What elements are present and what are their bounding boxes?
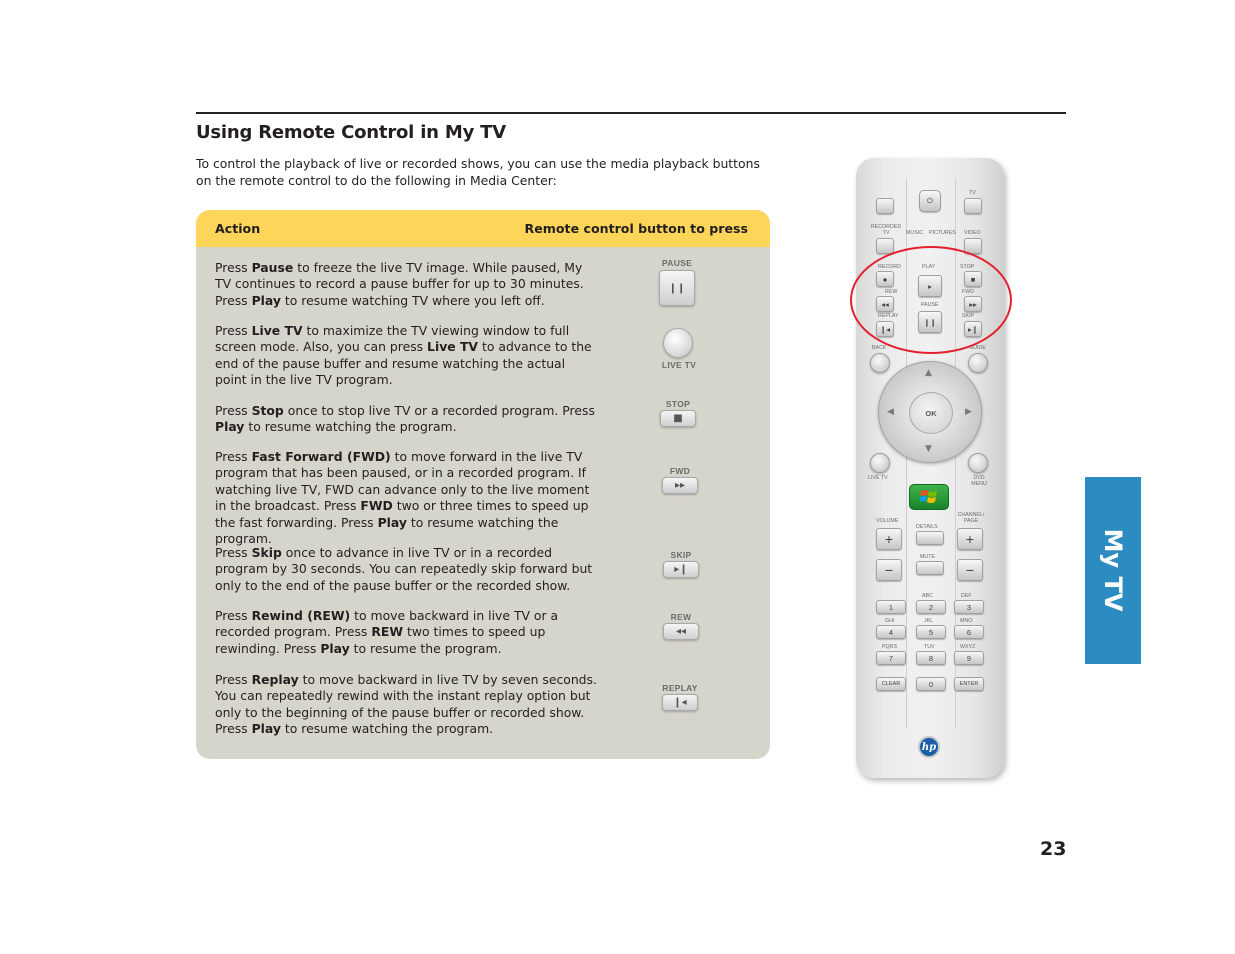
skip-label: SKIP [962, 313, 975, 319]
guide-label: GUIDE [969, 345, 986, 351]
skip-button-label: SKIP [670, 550, 692, 560]
channel-page-label: CHANNEL/ PAGE [957, 512, 985, 524]
bold-term: Live TV [427, 339, 479, 355]
dvd-menu-label: DVD MENU [971, 475, 987, 487]
key-2-letters: ABC [922, 593, 933, 599]
arrow-up-icon: ▲ [925, 368, 932, 378]
navigation-pad [878, 361, 982, 463]
text-run: to resume watching the program. [244, 419, 457, 435]
text-run: two or three times to speed up the fast forwarding. Press [215, 498, 589, 530]
text-run: to resume watching the program. [280, 721, 494, 737]
text-run: Press [215, 260, 252, 275]
volume-label: VOLUME [876, 518, 899, 524]
back-key [870, 353, 890, 373]
key-4: 4 [876, 625, 906, 639]
play-icon: ▸ [918, 275, 942, 297]
channel-up-icon: + [957, 528, 983, 550]
dvd-menu-key [968, 453, 988, 473]
pause-icon: ❙❙ [918, 311, 942, 333]
arrow-left-icon: ◀ [887, 407, 894, 417]
row-stop-text [215, 403, 599, 436]
tv-key [964, 198, 982, 214]
channel-down-icon: − [957, 559, 983, 581]
skip-icon: ▸❙ [964, 321, 982, 337]
key-7-letters: PQRS [882, 644, 898, 650]
fast-forward-icon: ▸▸ [964, 296, 982, 312]
back-label: BACK [872, 345, 887, 351]
music-label: MUSIC [906, 230, 924, 236]
fwd-button-illustration [657, 466, 703, 498]
enter-key: ENTER [954, 677, 984, 691]
rewind-icon: ◂◂ [876, 296, 894, 312]
top-rule [196, 112, 1066, 114]
replay-icon: ❙◂ [662, 694, 698, 711]
row-pause-text [215, 260, 599, 309]
stop-button-illustration [655, 399, 701, 431]
arrow-down-icon: ▼ [925, 444, 932, 454]
stop-label: STOP [960, 264, 975, 270]
section-title: Using Remote Control in My TV [196, 122, 506, 143]
text-run: Press [215, 545, 252, 560]
stop-icon: ■ [660, 410, 696, 427]
bold-term: Play [320, 640, 350, 656]
bold-term: Pause [251, 260, 294, 275]
row-rew-text [215, 608, 599, 657]
bold-term: Play [251, 292, 281, 308]
key-8-letters: TUV [924, 644, 935, 650]
live-tv-label: LIVE TV [868, 475, 888, 481]
text-run: to maximize the TV viewing window to full screen mode. Also, you can press [215, 323, 570, 355]
guide-key [968, 353, 988, 373]
text-run: once to advance in live TV or in a recorded program by 30 seconds. You can repeatedly skip forward but only to the end of the pause buffer or the recorded show. [215, 545, 593, 593]
key-1: 1 [876, 600, 906, 614]
text-run: to freeze the live TV image. While paused, My TV continues to record a pause buffer for up to 30 minutes. Press [215, 260, 584, 308]
tv-label: TV [969, 190, 976, 196]
bold-term: Skip [251, 545, 282, 560]
volume-up-icon: + [876, 528, 902, 550]
text-run: two times to speed up rewinding. Press [215, 624, 546, 656]
fwd-button-label: FWD [669, 466, 691, 476]
bold-term: Stop [251, 403, 284, 418]
bold-term: Play [377, 514, 407, 530]
text-run: Press [215, 323, 252, 338]
key-2: 2 [916, 600, 946, 614]
text-run: to move backward in live TV or a recorded program. Press [215, 608, 559, 640]
ok-key: OK [909, 392, 953, 434]
key-5-letters: JKL [924, 618, 934, 624]
rewind-icon: ◂◂ [663, 623, 699, 640]
text-run: Press [215, 449, 252, 464]
replay-button-label: REPLAY [662, 683, 698, 693]
recorded-tv-label: RECORDED TV [870, 224, 902, 236]
header-remote-button: Remote control button to press [524, 221, 748, 236]
bold-term: FWD [360, 498, 393, 514]
pause-button-illustration [654, 258, 700, 310]
details-key [916, 531, 944, 545]
arrow-right-icon: ▶ [965, 407, 972, 417]
pictures-label: PICTURES [929, 230, 956, 236]
bold-term: Play [251, 721, 281, 737]
playback-buttons-highlight [850, 246, 1012, 354]
hp-logo: hp [918, 736, 940, 758]
bold-term: Replay [251, 672, 299, 687]
chapter-tab [1085, 477, 1141, 664]
text-run: once to stop live TV or a recorded program. Press [283, 403, 595, 418]
volume-down-icon: − [876, 559, 902, 581]
details-label: DETAILS [916, 524, 938, 530]
remote-key [876, 198, 894, 214]
key-6-letters: MNO [960, 618, 973, 624]
video-label: VIDEO [964, 230, 981, 236]
page-number: 23 [1040, 838, 1067, 860]
mute-key [916, 561, 944, 575]
replay-icon: ❙◂ [876, 321, 894, 337]
table-header [196, 210, 770, 247]
header-action: Action [215, 221, 261, 236]
text-run: to resume watching the program. [215, 514, 559, 547]
intro-paragraph: To control the playback of live or recorded shows, you can use the media playback buttons on the remote control to do the following in Media Center: [196, 156, 760, 188]
row-replay-text [215, 672, 599, 738]
key-0: 0 [916, 677, 946, 691]
live-tv-button-label: LIVE TV [661, 360, 697, 370]
key-8: 8 [916, 651, 946, 665]
bold-term: Rewind (REW) [251, 608, 351, 623]
live-tv-button-illustration [656, 318, 702, 374]
key-3-letters: DEF [961, 593, 972, 599]
bold-term: Live TV [251, 323, 303, 338]
key-3: 3 [954, 600, 984, 614]
power-icon: ⏻ [919, 190, 941, 212]
live-tv-icon [663, 328, 693, 358]
bold-term: Play [215, 419, 245, 435]
fwd-label: FWD [962, 289, 975, 295]
key-9: 9 [954, 651, 984, 665]
record-icon: ● [876, 271, 894, 287]
play-label: PLAY [922, 264, 936, 270]
row-skip-text [215, 545, 599, 594]
key-6: 6 [954, 625, 984, 639]
live-tv-key [870, 453, 890, 473]
text-run: to move backward in live TV by seven seconds. You can repeatedly rewind with the instant replay option but only to the beginning of the pause buffer or recorded show. Press [215, 672, 597, 737]
pause-icon: ❙❙ [659, 270, 695, 306]
windows-logo-icon [920, 489, 938, 505]
stop-icon: ■ [964, 271, 982, 287]
windows-start-button [909, 484, 949, 510]
key-4-letters: GHI [885, 618, 895, 624]
key-9-letters: WXYZ [960, 644, 976, 650]
rew-button-illustration [658, 612, 704, 644]
row-live-tv-text [215, 323, 599, 389]
skip-button-illustration [658, 550, 704, 582]
mute-label: MUTE [920, 554, 936, 560]
pause-label: PAUSE [921, 302, 939, 308]
record-label: RECORD [878, 264, 901, 270]
replay-button-illustration [657, 683, 703, 715]
text-run: to resume watching TV where you left off. [280, 292, 545, 308]
text-run: Press [215, 608, 252, 623]
clear-key: CLEAR [876, 677, 906, 691]
stop-button-label: STOP [665, 399, 691, 409]
text-run: to resume the program. [349, 640, 502, 656]
row-fwd-text [215, 449, 599, 547]
skip-icon: ▸❙ [663, 561, 699, 578]
chapter-tab-label: My TV [1099, 528, 1127, 612]
rew-label: REW [885, 289, 898, 295]
text-run: to move forward in the live TV program that has been paused, or in a recorded program. If watching live TV, FWD can advance only to the live moment in the broadcast. Press [215, 449, 590, 514]
text-run: Press [215, 403, 252, 418]
actions-table [196, 210, 770, 759]
bold-term: REW [371, 624, 404, 640]
pause-button-label: PAUSE [661, 258, 693, 268]
text-run: to advance to the end of the pause buffer and resume watching the actual point in the live TV program. [215, 339, 592, 388]
replay-label: REPLAY [878, 313, 899, 319]
key-5: 5 [916, 625, 946, 639]
fast-forward-icon: ▸▸ [662, 477, 698, 494]
bold-term: Fast Forward (FWD) [251, 449, 391, 464]
text-run: Press [215, 672, 252, 687]
key-7: 7 [876, 651, 906, 665]
rew-button-label: REW [670, 612, 692, 622]
